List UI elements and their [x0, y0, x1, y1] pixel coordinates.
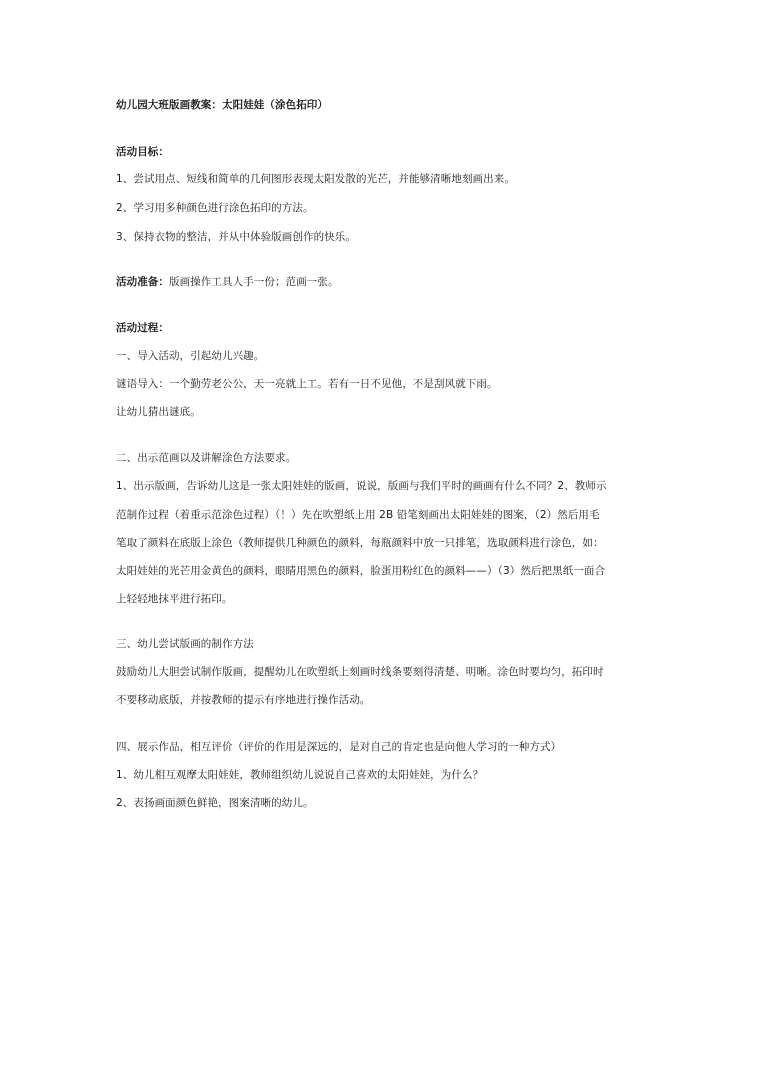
section-2-line-2: 范制作过程（着重示范涂色过程）（！）先在吹塑纸上用 2B 铅笔刻画出太阳娃娃的图案，（2）然后用毛: [116, 509, 600, 521]
section-3-title: 三、幼儿尝试版画的制作方法: [116, 638, 254, 650]
goal-item-2: 2、学习用多种颜色进行涂色拓印的方法。: [116, 202, 314, 214]
section-2-line-3: 笔取了颜料在底版上涂色（教师提供几种颜色的颜料，每瓶颜料中放一只排笔，选取颜料进行涂色，如：: [116, 537, 604, 549]
section-3-line-1: 鼓励幼儿大胆尝试制作版画，提醒幼儿在吹塑纸上刻画时线条要刻得清楚、明晰。涂色时要均匀，拓印时: [116, 666, 604, 678]
section-2-line-5: 上轻轻地抹平进行拓印。: [116, 593, 233, 605]
section-2-line-1: 1、出示版画，告诉幼儿这是一张太阳娃娃的版画，说说，版画与我们平时的画画有什么不同？2、教师示: [116, 480, 607, 492]
section-1-title: 一、导入活动，引起幼儿兴趣。: [116, 350, 265, 362]
section-3-line-2: 不要移动底版，并按教师的提示有序地进行操作活动。: [116, 694, 371, 706]
goals-heading: 活动目标：: [116, 146, 169, 158]
section-1-line-2: 让幼儿猜出谜底。: [116, 406, 201, 418]
section-4-line-1: 1、幼儿相互观摩太阳娃娃，教师组织幼儿说说自己喜欢的太阳娃娃，为什么？: [116, 769, 484, 781]
section-2-title: 二、出示范画以及讲解涂色方法要求。: [116, 452, 297, 464]
section-4-title: 四、展示作品，相互评价（评价的作用是深远的，是对自己的肯定也是向他人学习的一种方式）: [116, 741, 562, 753]
document-title: 幼儿园大班版画教案：太阳娃娃（涂色拓印）: [116, 99, 328, 111]
preparation-text: 版画操作工具人手一份；范画一张。: [169, 276, 339, 288]
preparation-paragraph: [116, 275, 339, 289]
process-heading: 活动过程：: [116, 322, 169, 334]
goal-item-1: 1、尝试用点、短线和简单的几何图形表现太阳发散的光芒，并能够清晰地刻画出来。: [116, 173, 515, 185]
preparation-heading: 活动准备：: [116, 276, 169, 288]
section-4-line-2: 2、表扬画面颜色鲜艳，图案清晰的幼儿。: [116, 797, 314, 809]
section-1-line-1: 谜语导入：一个勤劳老公公，天一亮就上工。若有一日不见他，不是刮风就下雨。: [116, 378, 498, 390]
goal-item-3: 3、保持衣物的整洁，并从中体验版画创作的快乐。: [116, 231, 356, 243]
document-page: [116, 0, 656, 1080]
section-2-line-4: 太阳娃娃的光芒用金黄色的颜料，眼睛用黑色的颜料，脸蛋用粉红色的颜料——）（3）然后把黑纸一面合: [116, 565, 606, 577]
